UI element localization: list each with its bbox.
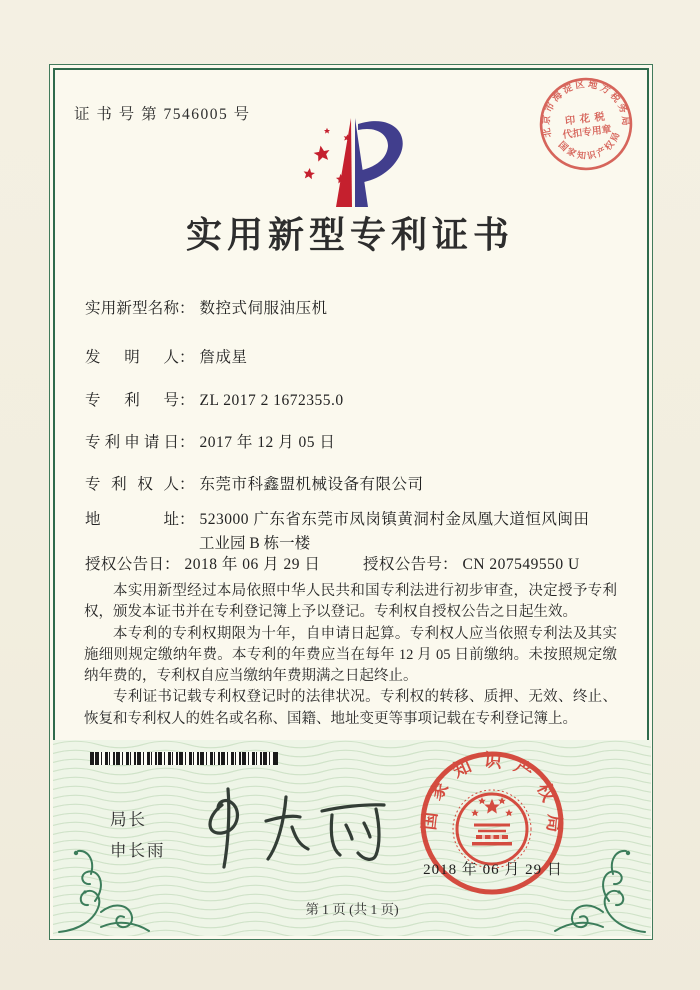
tax-stamp-icon [531, 69, 640, 178]
director-name: 申长雨 [110, 841, 166, 860]
field-label: 授权公告日 [85, 556, 164, 573]
colon: ： [442, 556, 458, 573]
field-label: 专利权人 [85, 476, 179, 493]
field-value: 数控式伺服油压机 [199, 300, 328, 317]
field-value: ZL 2017 2 1672355.0 [199, 392, 344, 409]
field-value: 东莞市科鑫盟机械设备有限公司 [199, 476, 424, 493]
field-label: 发明人 [85, 349, 179, 366]
field-row-patent-no [85, 388, 344, 410]
corner-flourish-icon [55, 842, 151, 936]
seal-date: 2018 年 06 月 29 日 [423, 862, 563, 878]
colon: ： [179, 434, 195, 451]
tax-stamp-ring-bottom: 国家知识产权局 [556, 128, 623, 162]
director-title: 局长 [110, 810, 147, 829]
tax-stamp-line2: 代扣专用章 [562, 124, 613, 142]
paragraph-grant: 本实用新型经过本局依照中华人民共和国专利法进行初步审查，决定授予专利权，颁发本证书并在专利登记簿上予以登记。专利权自授权公告之日起生效。 [84, 583, 617, 621]
colon: ： [164, 556, 180, 573]
colon: ： [179, 511, 195, 528]
tax-stamp-ring-top: 北京市海淀区地方税务局 [541, 79, 631, 139]
field-row-inventor [85, 345, 248, 367]
page-title: 实用新型专利证书 [185, 215, 514, 255]
colon: ： [179, 349, 195, 366]
colon: ： [179, 300, 195, 317]
field-row-filing-date [85, 430, 335, 452]
field-value: 工业园 B 栋一楼 [199, 535, 311, 552]
colon: ： [179, 392, 195, 409]
tax-stamp-line1: 印 花 税 [564, 111, 607, 128]
corner-flourish-icon [553, 842, 649, 936]
field-value: 523000 广东省东莞市凤岗镇黄洞村金凤凰大道恒风闽田 [199, 511, 590, 528]
field-label: 实用新型名称 [85, 300, 179, 317]
barcode [90, 752, 278, 765]
field-row-address [85, 507, 589, 529]
field-value: 2017 年 12 月 05 日 [199, 434, 336, 451]
field-value: 2018 年 06 月 29 日 [184, 556, 321, 573]
field-label: 专利申请日 [85, 434, 179, 451]
seal-ring-text: 国家知识产权局 [418, 749, 565, 845]
field-row-grant-date [85, 552, 320, 574]
legal-text [84, 581, 617, 730]
field-row-patentee [85, 472, 424, 494]
page-footer: 第 1 页 (共 1 页) [305, 902, 399, 917]
field-row-grant-no [363, 552, 580, 574]
field-value: 詹成星 [199, 349, 248, 366]
field-value: CN 207549550 U [462, 556, 580, 573]
paragraph-register: 专利证书记载专利权登记时的法律状况。专利权的转移、质押、无效、终止、恢复和专利权人的姓名或名称、国籍、地址变更等事项记载在专利登记簿上。 [84, 689, 617, 727]
colon: ： [179, 476, 195, 493]
signature-scrawl [188, 783, 400, 875]
field-row-utility-name [85, 296, 328, 318]
field-label: 授权公告号 [363, 556, 442, 573]
cnipa-logo-icon [294, 115, 408, 213]
field-label: 专利号 [85, 392, 179, 409]
paragraph-term: 本专利的专利权期限为十年，自申请日起算。专利权人应当依照专利法及其实施细则规定缴纳年费。本专利的年费应当在每年 12 月 05 日前缴纳。未按照规定缴纳年费的，专利权自应当缴纳年费期满之日起终止。 [84, 625, 617, 685]
field-label: 地址 [85, 511, 179, 528]
field-row-address-line2 [199, 531, 310, 553]
certificate-number: 证 书 号 第 7546005 号 [74, 106, 251, 123]
